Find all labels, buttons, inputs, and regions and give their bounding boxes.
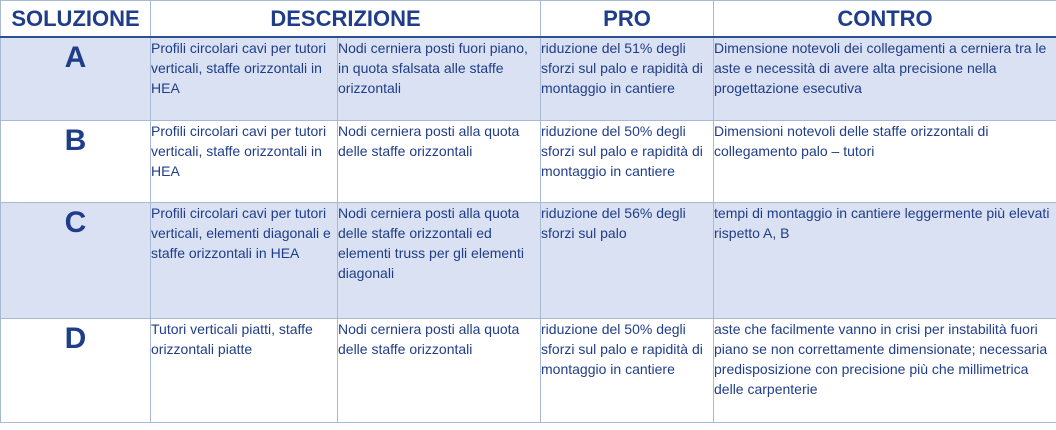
description-structure-cell: Profili circolari cavi per tutori verticali, elementi diagonali e staffe orizzontali in HEA bbox=[151, 202, 338, 318]
description-nodes-cell: Nodi cerniera posti alla quota delle staffe orizzontali bbox=[338, 318, 541, 422]
description-nodes-cell: Nodi cerniera posti alla quota delle staffe orizzontali bbox=[338, 120, 541, 202]
solution-letter-cell bbox=[1, 202, 151, 318]
description-structure-cell: Profili circolari cavi per tutori verticali, staffe orizzontali in HEA bbox=[151, 120, 338, 202]
table-row bbox=[1, 318, 1056, 422]
solution-letter-cell bbox=[1, 318, 151, 422]
solution-letter: A bbox=[64, 41, 87, 74]
pro-cell: riduzione del 56% degli sforzi sul palo bbox=[541, 202, 714, 318]
pro-cell: riduzione del 50% degli sforzi sul palo e rapidità di montaggio in cantiere bbox=[541, 318, 714, 422]
pro-cell: riduzione del 50% degli sforzi sul palo e rapidità di montaggio in cantiere bbox=[541, 120, 714, 202]
header-soluzione: SOLUZIONE bbox=[1, 1, 151, 38]
solution-letter-cell bbox=[1, 120, 151, 202]
table-row bbox=[1, 37, 1056, 120]
description-structure-cell: Tutori verticali piatti, staffe orizzontali piatte bbox=[151, 318, 338, 422]
header-descrizione: DESCRIZIONE bbox=[151, 1, 541, 38]
description-nodes-cell: Nodi cerniera posti fuori piano, in quota sfalsata alle staffe orizzontali bbox=[338, 37, 541, 120]
solution-letter: D bbox=[64, 321, 87, 355]
table-row bbox=[1, 120, 1056, 202]
solution-letter: C bbox=[64, 205, 87, 239]
description-structure-cell: Profili circolari cavi per tutori verticali, staffe orizzontali in HEA bbox=[151, 37, 338, 120]
header-row bbox=[1, 1, 1056, 38]
table-row bbox=[1, 202, 1056, 318]
contro-cell: tempi di montaggio in cantiere leggermente più elevati rispetto A, B bbox=[714, 202, 1056, 318]
solution-letter-cell bbox=[1, 37, 151, 120]
header-contro: CONTRO bbox=[714, 1, 1056, 38]
solution-letter: B bbox=[64, 123, 87, 157]
contro-cell: Dimensione notevoli dei collegamenti a cerniera tra le aste e necessità di avere alta precisione nella progettazione esecutiva bbox=[714, 37, 1056, 120]
pro-cell: riduzione del 51% degli sforzi sul palo e rapidità di montaggio in cantiere bbox=[541, 37, 714, 120]
header-pro: PRO bbox=[541, 1, 714, 38]
contro-cell: Dimensioni notevoli delle staffe orizzontali di collegamento palo – tutori bbox=[714, 120, 1056, 202]
description-nodes-cell: Nodi cerniera posti alla quota delle staffe orizzontali ed elementi truss per gli elementi diagonali bbox=[338, 202, 541, 318]
contro-cell: aste che facilmente vanno in crisi per instabilità fuori piano se non correttamente dimensionate; necessaria predisposizione con precisione più che millimetrica delle carpenterie bbox=[714, 318, 1056, 422]
